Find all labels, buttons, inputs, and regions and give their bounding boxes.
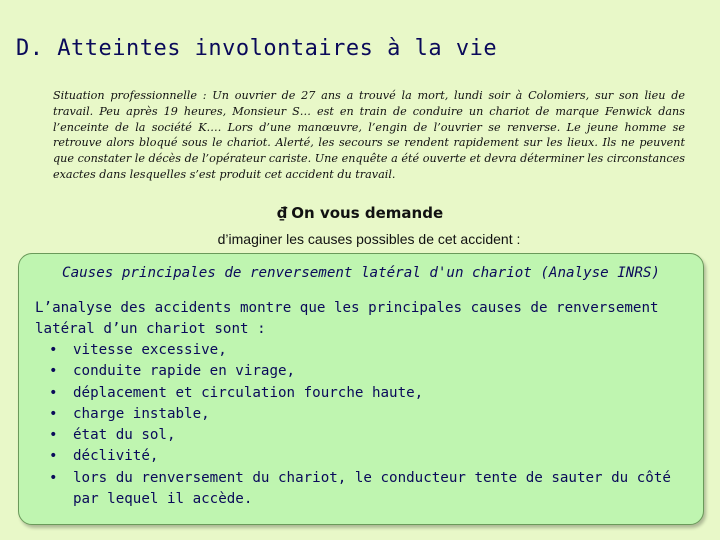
cause-item: • charge instable, [35,404,695,425]
cause-item: • lors du renversement du chariot, le conducteur tente de sauter du côté par lequel il accède. [35,468,695,511]
cause-item: • déplacement et circulation fourche haute, [35,383,695,404]
cause-item: • vitesse excessive, [35,340,695,361]
causes-intro: L’analyse des accidents montre que les principales causes de renversement latéral d’un chariot sont : [35,300,659,338]
causes-box-title: Causes principales de renversement latéral d'un chariot (Analyse INRS) [62,265,660,281]
cause-item: • déclivité, [35,446,695,467]
demande-heading [0,204,720,222]
pointing-hand-icon: ₫ [276,204,288,222]
demande-label: On vous demande [291,204,444,222]
slide-title: D. Atteintes involontaires à la vie [16,36,498,61]
task-instruction: d’imaginer les causes possibles de cet accident : [217,231,521,247]
cause-item: • conduite rapide en virage, [35,361,695,382]
causes-list [35,340,695,510]
situation-paragraph: Situation professionnelle : Un ouvrier de 27 ans a trouvé la mort, lundi soir à Colomiers, sur son lieu de travail. Peu après 19 heures, Monsieur S… est en train de conduire un chariot de marque Fenwick dans l’enceinte de la société K…. Lors d’une manœuvre, l’engin de l’ouvrier se renverse. Le jeune homme se retrouve alors bloqué sous le chariot. Alerté, les secours se rendent rapidement sur les lieux. Ils ne peuvent que constater le décès de l’opérateur cariste. Une enquête a été ouverte et devra déterminer les circonstances exactes dans lesquelles s’est produit cet accident du travail. [53,89,685,181]
cause-item: • état du sol, [35,425,695,446]
causes-box [18,253,704,525]
